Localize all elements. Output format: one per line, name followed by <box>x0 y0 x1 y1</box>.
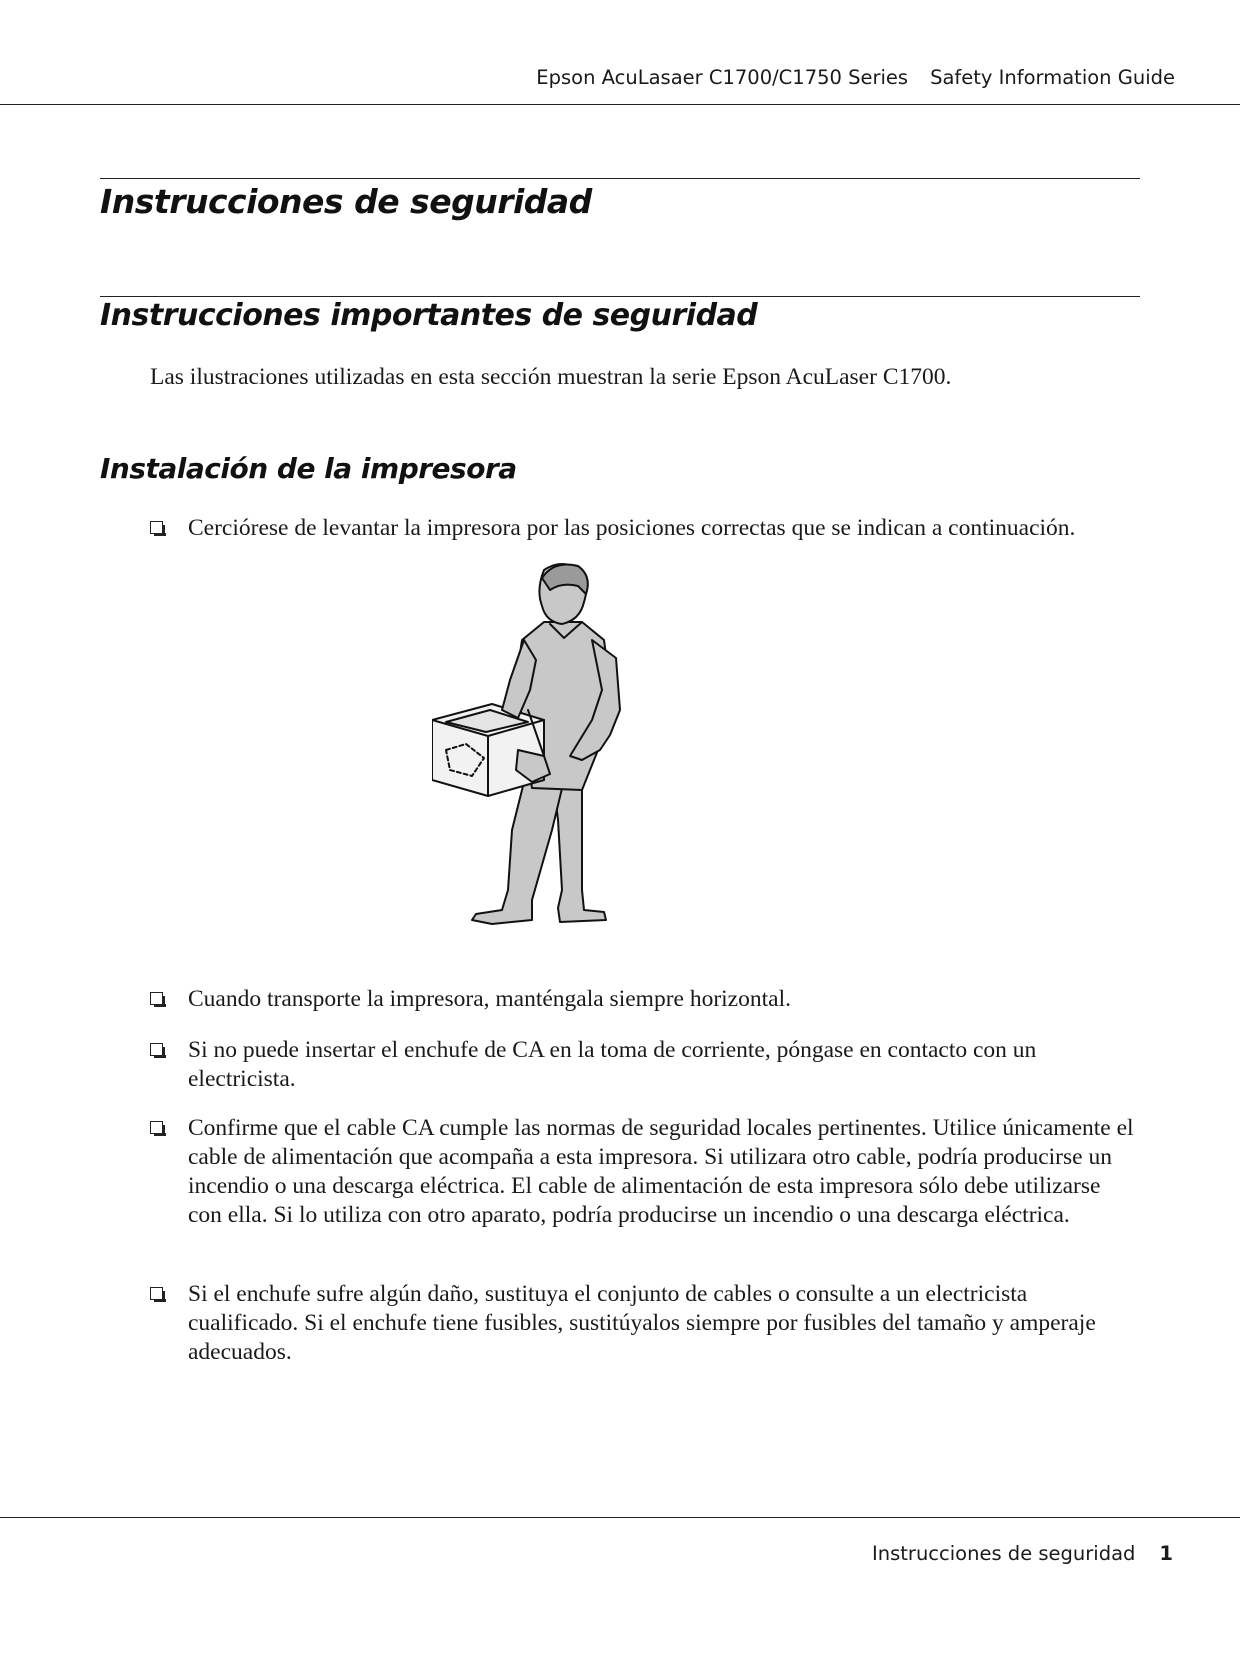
rule-h2 <box>100 296 1140 297</box>
subsection-heading: Instalación de la impresora <box>100 452 517 485</box>
page-footer <box>872 1542 1173 1565</box>
page-number: 1 <box>1159 1542 1173 1565</box>
section-heading: Instrucciones importantes de seguridad <box>100 298 758 333</box>
footer-rule <box>0 1517 1240 1518</box>
list-item: Cerciórese de levantar la impresora por las posiciones correctas que se indican a continuación. <box>150 514 1140 543</box>
header-text <box>536 66 1175 89</box>
person-lifting-printer-illustration <box>432 560 642 950</box>
header-product: Epson AcuLasaer C1700/C1750 Series <box>536 66 909 89</box>
checkbox-bullet-icon <box>150 992 163 1005</box>
title-heading: Instrucciones de seguridad <box>100 182 592 221</box>
list-item: Si no puede insertar el enchufe de CA en la toma de corriente, póngase en contacto con un electricista. <box>150 1036 1140 1094</box>
header-guide: Safety Information Guide <box>930 66 1175 89</box>
list-item: Confirme que el cable CA cumple las normas de seguridad locales pertinentes. Utilice únicamente el cable de alimentación que acompaña a esta impresora. Si utilizara otro cable, podría producirse un incendio o una descarga eléctrica. El cable de alimentación de esta impresora sólo debe utilizarse con ella. Si lo utiliza con otro aparato, podría producirse un incendio o una descarga eléctrica. <box>150 1114 1140 1230</box>
checkbox-bullet-icon <box>150 1287 163 1300</box>
rule-h1 <box>100 178 1140 179</box>
checkbox-bullet-icon <box>150 521 163 534</box>
list-item: Si el enchufe sufre algún daño, sustituya el conjunto de cables o consulte a un electricista cualificado. Si el enchufe tiene fusibles, sustitúyalos siempre por fusibles del tamaño y amperaje adecuados. <box>150 1280 1140 1367</box>
list-item: Cuando transporte la impresora, manténgala siempre horizontal. <box>150 985 1140 1014</box>
page-header <box>0 0 1240 105</box>
checkbox-bullet-icon <box>150 1121 163 1134</box>
footer-section: Instrucciones de seguridad <box>872 1542 1136 1565</box>
intro-paragraph: Las ilustraciones utilizadas en esta sección muestran la serie Epson AcuLaser C1700. <box>150 364 952 390</box>
checkbox-bullet-icon <box>150 1043 163 1056</box>
